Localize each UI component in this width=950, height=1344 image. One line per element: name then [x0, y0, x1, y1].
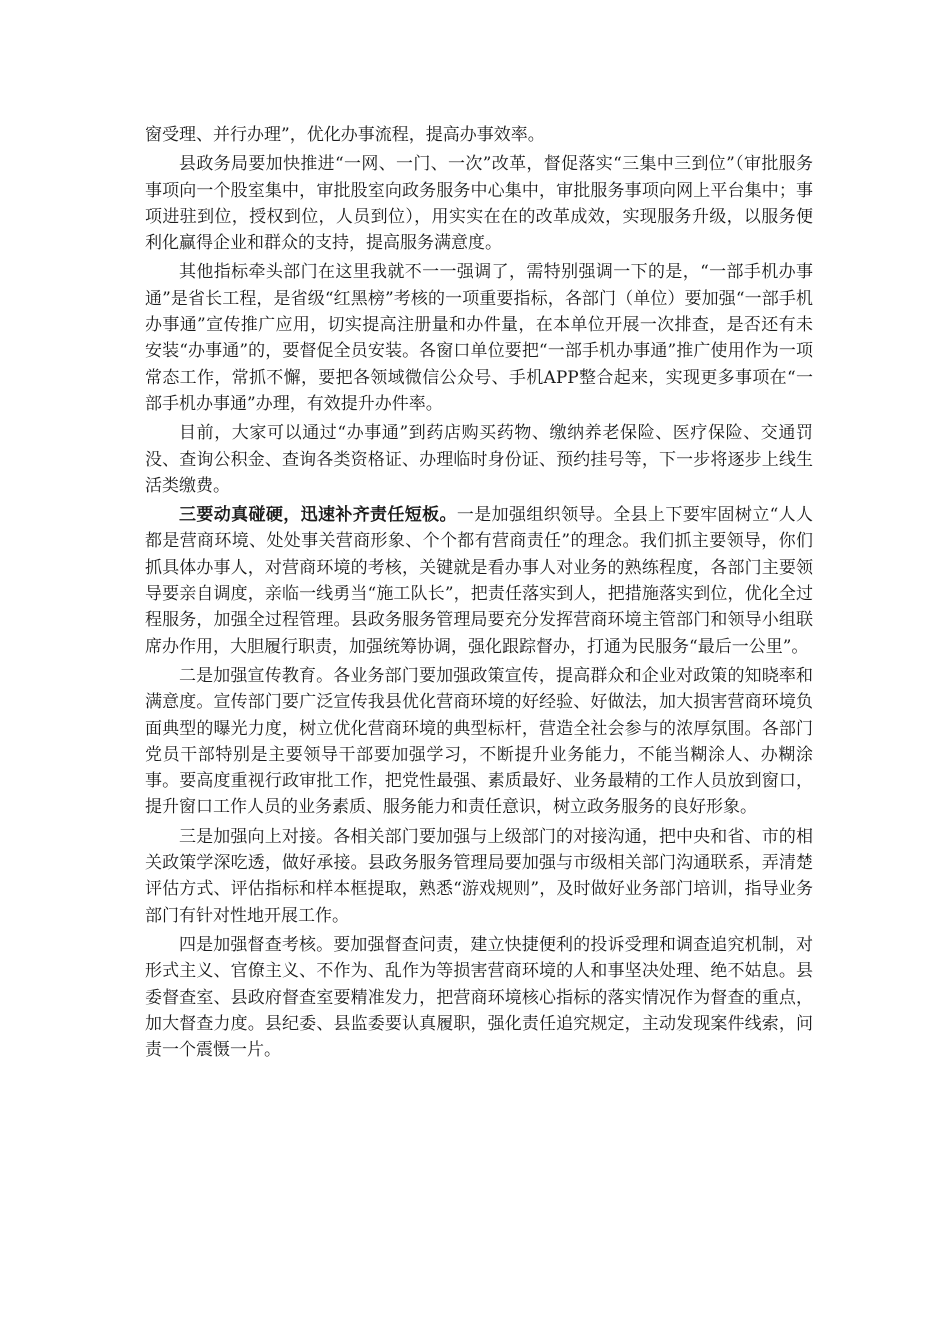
paragraph-8-text: 四是加强督查考核。要加强督查问责，建立快捷便利的投诉受理和调查追究机制，对形式主义、官僚主义、不作为、乱作为等损害营商环境的人和事坚决处理、绝不姑息。县委督查室、县政府督查室要精准发力，把营商环境核心指标的落实情况作为督查的重点，加大督查力度。县纪委、县监委要认真履职，强化责任追究规定，主动发现案件线索，问责一个震慑一片。: [145, 934, 813, 1061]
section-heading: 三要动真碰硬，迅速补齐责任短板。: [179, 505, 457, 526]
paragraph-5: [145, 502, 813, 660]
paragraph-3-text: 其他指标牵头部门在这里我就不一一强调了，需特别强调一下的是，“一部手机办事通”是省长工程，是省级“红黑榜”考核的一项重要指标，各部门（单位）要加强“一部手机办事通”宣传推广应用，切实提高注册量和办件量，在本单位开展一次排查，是否还有未安装“办事通”的，要督促全员安装。各窗口单位要把“一部手机办事通”推广使用作为一项常态工作，常抓不懈，要把各领域微信公众号、手机APP整合起来，实现更多事项在“一部手机办事通”办理，有效提升办件率。: [145, 262, 813, 414]
paragraph-7: [145, 824, 813, 929]
paragraph-4: [145, 420, 813, 499]
paragraph-3: [145, 259, 813, 417]
paragraph-4-text: 目前，大家可以通过“办事通”到药店购买药物、缴纳养老保险、医疗保险、交通罚没、查询公积金、查询各类资格证、办理临时身份证、预约挂号等，下一步将逐步上线生活类缴费。: [145, 423, 813, 496]
paragraph-6: [145, 663, 813, 821]
paragraph-2: [145, 151, 813, 256]
paragraph-5-text: 一是加强组织领导。全县上下要牢固树立“人人都是营商环境、处处事关营商形象、个个都有营商责任”的理念。我们抓主要领导，你们抓具体办事人，对营商环境的考核，关键就是看办事人对业务的熟练程度，各部门主要领导要亲自调度，亲临一线勇当“施工队长”，把责任落实到人，把措施落实到位，优化全过程服务，加强全过程管理。县政务服务管理局要充分发挥营商环境主管部门和领导小组联席办作用，大胆履行职责，加强统筹协调，强化跟踪督办，打通为民服务“最后一公里”。: [145, 505, 813, 657]
paragraph-7-text: 三是加强向上对接。各相关部门要加强与上级部门的对接沟通，把中央和省、市的相关政策学深吃透，做好承接。县政务服务管理局要加强与市级相关部门沟通联系，弄清楚评估方式、评估指标和样本框提取，熟悉“游戏规则”，及时做好业务部门培训，指导业务部门有针对性地开展工作。: [145, 826, 813, 926]
paragraph-1: [145, 122, 813, 148]
paragraph-6-text: 二是加强宣传教育。各业务部门要加强政策宣传，提高群众和企业对政策的知晓率和满意度。宣传部门要广泛宣传我县优化营商环境的好经验、好做法，加大损害营商环境负面典型的曝光力度，树立优化营商环境的典型标杆，营造全社会参与的浓厚氛围。各部门党员干部特别是主要领导干部要加强学习，不断提升业务能力，不能当糊涂人、办糊涂事。要高度重视行政审批工作，把党性最强、素质最好、业务最精的工作人员放到窗口，提升窗口工作人员的业务素质、服务能力和责任意识，树立政务服务的良好形象。: [145, 665, 813, 818]
document-body: [145, 122, 813, 1066]
paragraph-1-text: 窗受理、并行办理”，优化办事流程，提高办事效率。: [145, 125, 545, 145]
paragraph-2-text: 县政务局要加快推进“一网、一门、一次”改革，督促落实“三集中三到位”（审批服务事项向一个股室集中，审批股室向政务服务中心集中，审批服务事项向网上平台集中；事项进驻到位，授权到位，人员到位），用实实在在的改革成效，实现服务升级，以服务便利化赢得企业和群众的支持，提高服务满意度。: [145, 154, 813, 254]
paragraph-8: [145, 932, 813, 1063]
